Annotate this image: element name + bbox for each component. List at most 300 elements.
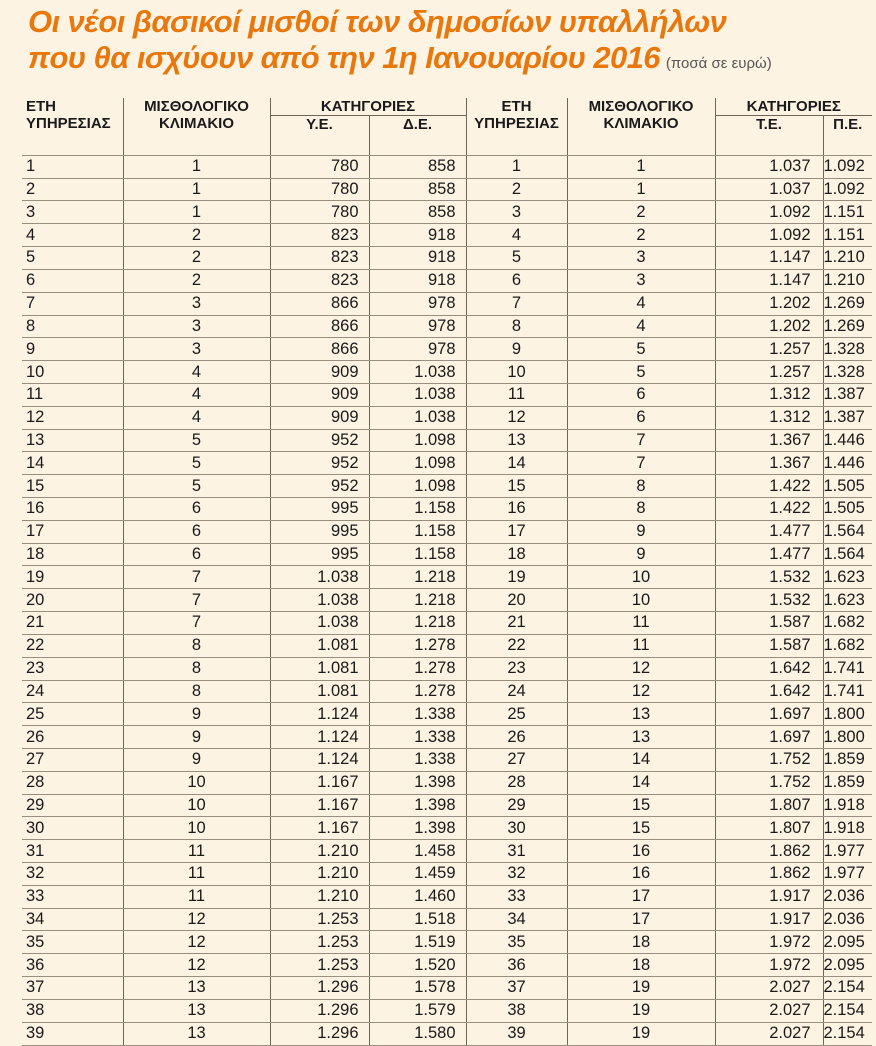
table-row [22,429,872,452]
cell-pe: 1.918 [823,794,872,817]
cell-scale-right: 17 [567,908,715,931]
cell-years-left: 11 [22,383,123,406]
cell-scale-right: 11 [567,612,715,635]
cell-de: 1.218 [369,612,466,635]
cell-ye: 1.253 [270,908,369,931]
table-row [22,885,872,908]
table-row [22,931,872,954]
cell-de: 1.578 [369,977,466,1000]
cell-te: 1.257 [715,338,823,361]
cell-years-left: 21 [22,612,123,635]
cell-de: 1.278 [369,680,466,703]
header-categories-right: ΚΑΤΗΓΟΡΙΕΣ [715,98,872,116]
table-row [22,315,872,338]
cell-scale-right: 19 [567,999,715,1022]
cell-de: 1.398 [369,771,466,794]
cell-de: 1.398 [369,794,466,817]
cell-de: 1.460 [369,885,466,908]
salary-table [22,98,872,1046]
cell-scale-right: 5 [567,361,715,384]
table-row [22,452,872,475]
cell-pe: 1.623 [823,566,872,589]
cell-ye: 1.253 [270,954,369,977]
cell-years-right: 20 [466,589,567,612]
cell-ye: 823 [270,247,369,270]
cell-years-right: 17 [466,520,567,543]
cell-ye: 1.167 [270,771,369,794]
cell-te: 1.642 [715,680,823,703]
cell-scale-left: 2 [123,224,270,247]
cell-years-right: 37 [466,977,567,1000]
table-row [22,383,872,406]
cell-years-right: 18 [466,543,567,566]
cell-te: 1.917 [715,885,823,908]
cell-years-left: 27 [22,748,123,771]
cell-de: 1.218 [369,589,466,612]
cell-de: 1.398 [369,817,466,840]
cell-ye: 1.296 [270,999,369,1022]
table-row [22,771,872,794]
cell-te: 1.752 [715,748,823,771]
cell-pe: 2.154 [823,1022,872,1045]
cell-te: 1.147 [715,247,823,270]
cell-scale-left: 7 [123,566,270,589]
cell-years-left: 1 [22,155,123,178]
cell-te: 1.037 [715,178,823,201]
cell-years-right: 15 [466,475,567,498]
cell-de: 978 [369,338,466,361]
cell-years-right: 22 [466,634,567,657]
cell-years-left: 25 [22,703,123,726]
header-categories-left: ΚΑΤΗΓΟΡΙΕΣ [270,98,466,116]
cell-scale-right: 19 [567,977,715,1000]
cell-years-left: 34 [22,908,123,931]
cell-de: 1.338 [369,726,466,749]
header-de: Δ.Ε. [369,116,466,134]
cell-years-right: 24 [466,680,567,703]
cell-ye: 995 [270,498,369,521]
cell-te: 1.477 [715,520,823,543]
cell-scale-right: 9 [567,543,715,566]
cell-de: 1.579 [369,999,466,1022]
cell-scale-left: 4 [123,406,270,429]
cell-te: 1.312 [715,406,823,429]
cell-scale-right: 11 [567,634,715,657]
cell-years-right: 16 [466,498,567,521]
cell-de: 1.518 [369,908,466,931]
cell-years-left: 32 [22,863,123,886]
cell-years-right: 34 [466,908,567,931]
table-row [22,224,872,247]
table-row [22,201,872,224]
header-ye: Υ.Ε. [270,116,369,134]
table-row [22,908,872,931]
table-row [22,954,872,977]
cell-ye: 1.081 [270,680,369,703]
cell-ye: 1.038 [270,612,369,635]
cell-scale-right: 12 [567,657,715,680]
cell-te: 1.532 [715,589,823,612]
cell-years-left: 31 [22,840,123,863]
cell-de: 918 [369,269,466,292]
cell-pe: 1.682 [823,634,872,657]
cell-scale-right: 14 [567,771,715,794]
cell-scale-left: 9 [123,726,270,749]
table-row [22,703,872,726]
cell-scale-left: 6 [123,498,270,521]
table-row [22,657,872,680]
cell-pe: 1.151 [823,201,872,224]
cell-pe: 1.918 [823,817,872,840]
cell-ye: 1.210 [270,863,369,886]
cell-ye: 1.081 [270,657,369,680]
cell-te: 1.312 [715,383,823,406]
cell-years-right: 39 [466,1022,567,1045]
cell-de: 1.458 [369,840,466,863]
cell-years-right: 29 [466,794,567,817]
cell-de: 858 [369,201,466,224]
cell-pe: 1.151 [823,224,872,247]
cell-pe: 2.095 [823,931,872,954]
title-line-2 [28,40,772,82]
cell-pe: 1.859 [823,771,872,794]
cell-pe: 1.623 [823,589,872,612]
cell-scale-right: 18 [567,954,715,977]
cell-scale-left: 9 [123,748,270,771]
cell-years-right: 31 [466,840,567,863]
cell-de: 858 [369,178,466,201]
table-row [22,612,872,635]
cell-de: 858 [369,155,466,178]
cell-years-right: 12 [466,406,567,429]
cell-scale-left: 7 [123,612,270,635]
cell-ye: 952 [270,452,369,475]
cell-scale-left: 6 [123,543,270,566]
cell-pe: 1.800 [823,726,872,749]
cell-te: 1.367 [715,429,823,452]
table-row [22,361,872,384]
cell-years-left: 24 [22,680,123,703]
cell-scale-left: 6 [123,520,270,543]
cell-scale-right: 3 [567,269,715,292]
cell-scale-left: 5 [123,429,270,452]
cell-ye: 1.124 [270,748,369,771]
cell-scale-right: 19 [567,1022,715,1045]
cell-years-right: 23 [466,657,567,680]
cell-years-left: 3 [22,201,123,224]
cell-scale-right: 7 [567,429,715,452]
cell-years-right: 5 [466,247,567,270]
cell-scale-right: 14 [567,748,715,771]
cell-de: 1.218 [369,566,466,589]
cell-years-right: 4 [466,224,567,247]
table-row [22,178,872,201]
cell-years-left: 10 [22,361,123,384]
cell-pe: 1.446 [823,429,872,452]
cell-scale-left: 4 [123,361,270,384]
cell-pe: 2.154 [823,977,872,1000]
cell-years-left: 29 [22,794,123,817]
cell-scale-right: 1 [567,178,715,201]
cell-scale-right: 8 [567,498,715,521]
table-row [22,863,872,886]
header-spacer [22,133,872,155]
cell-de: 1.098 [369,452,466,475]
cell-te: 1.532 [715,566,823,589]
cell-scale-left: 2 [123,247,270,270]
cell-pe: 2.154 [823,999,872,1022]
cell-years-right: 36 [466,954,567,977]
cell-te: 1.697 [715,703,823,726]
cell-te: 1.202 [715,292,823,315]
cell-de: 1.338 [369,703,466,726]
page-title [28,4,772,82]
table-row [22,817,872,840]
cell-years-left: 6 [22,269,123,292]
cell-years-right: 30 [466,817,567,840]
cell-scale-right: 10 [567,566,715,589]
cell-scale-left: 5 [123,475,270,498]
cell-scale-right: 4 [567,292,715,315]
cell-years-right: 26 [466,726,567,749]
cell-scale-left: 8 [123,657,270,680]
cell-pe: 1.505 [823,475,872,498]
cell-pe: 1.210 [823,247,872,270]
cell-years-right: 14 [466,452,567,475]
cell-ye: 1.167 [270,794,369,817]
cell-te: 1.807 [715,794,823,817]
table-row [22,498,872,521]
header-te: Τ.Ε. [715,116,823,134]
cell-years-right: 10 [466,361,567,384]
header-years-right: ΕΤΗ ΥΠΗΡΕΣΙΑΣ [466,98,567,133]
cell-ye: 823 [270,224,369,247]
cell-years-left: 15 [22,475,123,498]
cell-years-left: 18 [22,543,123,566]
cell-years-left: 37 [22,977,123,1000]
table-row [22,634,872,657]
cell-years-right: 2 [466,178,567,201]
table-row [22,680,872,703]
cell-te: 2.027 [715,977,823,1000]
cell-years-right: 35 [466,931,567,954]
cell-te: 1.092 [715,224,823,247]
cell-pe: 1.741 [823,680,872,703]
cell-ye: 780 [270,201,369,224]
cell-de: 1.038 [369,406,466,429]
cell-te: 1.587 [715,634,823,657]
cell-ye: 1.167 [270,817,369,840]
cell-te: 1.917 [715,908,823,931]
cell-years-left: 30 [22,817,123,840]
cell-ye: 866 [270,292,369,315]
cell-pe: 1.092 [823,155,872,178]
cell-ye: 995 [270,543,369,566]
cell-pe: 1.269 [823,315,872,338]
table-row [22,475,872,498]
table-row [22,999,872,1022]
cell-scale-right: 8 [567,475,715,498]
cell-scale-left: 10 [123,771,270,794]
cell-scale-left: 13 [123,999,270,1022]
cell-te: 1.257 [715,361,823,384]
cell-pe: 1.328 [823,338,872,361]
cell-te: 2.027 [715,999,823,1022]
cell-ye: 780 [270,178,369,201]
cell-years-right: 11 [466,383,567,406]
cell-years-left: 5 [22,247,123,270]
cell-pe: 1.977 [823,840,872,863]
cell-years-right: 7 [466,292,567,315]
cell-years-right: 28 [466,771,567,794]
cell-scale-right: 2 [567,201,715,224]
cell-de: 1.038 [369,383,466,406]
cell-te: 1.862 [715,840,823,863]
cell-ye: 1.124 [270,726,369,749]
cell-scale-left: 11 [123,863,270,886]
table-row [22,292,872,315]
cell-pe: 2.036 [823,908,872,931]
cell-scale-right: 10 [567,589,715,612]
cell-years-right: 27 [466,748,567,771]
cell-years-left: 17 [22,520,123,543]
cell-de: 918 [369,224,466,247]
table-row [22,269,872,292]
cell-years-left: 4 [22,224,123,247]
cell-years-right: 3 [466,201,567,224]
cell-scale-left: 2 [123,269,270,292]
cell-scale-left: 8 [123,680,270,703]
cell-years-right: 1 [466,155,567,178]
cell-te: 2.027 [715,1022,823,1045]
table-row [22,748,872,771]
cell-de: 1.158 [369,498,466,521]
table-row [22,977,872,1000]
cell-scale-left: 3 [123,292,270,315]
cell-scale-left: 3 [123,315,270,338]
cell-te: 1.587 [715,612,823,635]
header-scale-left: ΜΙΣΘΟΛΟΓΙΚΟ ΚΛΙΜΑΚΙΟ [123,98,270,133]
cell-pe: 1.387 [823,406,872,429]
cell-te: 1.147 [715,269,823,292]
cell-years-left: 19 [22,566,123,589]
cell-scale-left: 4 [123,383,270,406]
cell-te: 1.367 [715,452,823,475]
cell-scale-right: 16 [567,863,715,886]
title-line-2-text: που θα ισχύουν από την 1η Ιανουαρίου 2016 [28,40,660,75]
cell-ye: 909 [270,361,369,384]
cell-scale-left: 10 [123,817,270,840]
cell-scale-left: 9 [123,703,270,726]
title-line-1: Οι νέοι βασικοί μισθοί των δημοσίων υπαλλήλων [28,4,727,39]
cell-ye: 995 [270,520,369,543]
cell-scale-left: 12 [123,954,270,977]
cell-ye: 952 [270,429,369,452]
table-row [22,520,872,543]
cell-scale-left: 11 [123,885,270,908]
cell-scale-left: 13 [123,1022,270,1045]
cell-years-left: 14 [22,452,123,475]
cell-scale-left: 1 [123,178,270,201]
cell-years-right: 6 [466,269,567,292]
cell-scale-right: 9 [567,520,715,543]
cell-years-right: 25 [466,703,567,726]
cell-de: 1.338 [369,748,466,771]
cell-de: 1.520 [369,954,466,977]
cell-de: 1.519 [369,931,466,954]
cell-ye: 1.038 [270,566,369,589]
cell-te: 1.422 [715,475,823,498]
cell-ye: 1.253 [270,931,369,954]
cell-pe: 1.859 [823,748,872,771]
cell-years-right: 13 [466,429,567,452]
cell-ye: 1.296 [270,1022,369,1045]
cell-pe: 1.800 [823,703,872,726]
table-row [22,247,872,270]
cell-ye: 780 [270,155,369,178]
cell-te: 1.807 [715,817,823,840]
header-pe: Π.Ε. [823,116,872,134]
cell-de: 1.580 [369,1022,466,1045]
cell-pe: 2.095 [823,954,872,977]
cell-scale-right: 7 [567,452,715,475]
cell-scale-right: 15 [567,794,715,817]
cell-ye: 1.210 [270,885,369,908]
cell-te: 1.697 [715,726,823,749]
cell-years-left: 35 [22,931,123,954]
cell-years-right: 9 [466,338,567,361]
cell-de: 978 [369,315,466,338]
cell-pe: 1.328 [823,361,872,384]
cell-years-right: 8 [466,315,567,338]
cell-te: 1.642 [715,657,823,680]
cell-scale-left: 12 [123,908,270,931]
cell-scale-right: 6 [567,383,715,406]
table-row [22,543,872,566]
header-scale-right: ΜΙΣΘΟΛΟΓΙΚΟ ΚΛΙΜΑΚΙΟ [567,98,715,133]
cell-scale-right: 13 [567,703,715,726]
cell-scale-right: 13 [567,726,715,749]
cell-scale-left: 10 [123,794,270,817]
cell-ye: 1.081 [270,634,369,657]
cell-de: 1.098 [369,429,466,452]
cell-ye: 866 [270,338,369,361]
cell-scale-right: 2 [567,224,715,247]
cell-years-left: 8 [22,315,123,338]
cell-te: 1.477 [715,543,823,566]
cell-pe: 1.446 [823,452,872,475]
cell-ye: 1.124 [270,703,369,726]
cell-scale-right: 3 [567,247,715,270]
cell-pe: 1.387 [823,383,872,406]
cell-years-left: 39 [22,1022,123,1045]
cell-de: 1.158 [369,543,466,566]
cell-te: 1.202 [715,315,823,338]
cell-ye: 909 [270,406,369,429]
cell-years-left: 22 [22,634,123,657]
cell-years-right: 38 [466,999,567,1022]
salary-table-body [22,133,872,1045]
cell-years-left: 33 [22,885,123,908]
cell-scale-right: 12 [567,680,715,703]
cell-de: 1.278 [369,634,466,657]
header-years-left: ΕΤΗ ΥΠΗΡΕΣΙΑΣ [26,98,111,132]
cell-ye: 909 [270,383,369,406]
cell-years-right: 21 [466,612,567,635]
cell-te: 1.972 [715,954,823,977]
cell-scale-right: 6 [567,406,715,429]
cell-scale-left: 1 [123,201,270,224]
